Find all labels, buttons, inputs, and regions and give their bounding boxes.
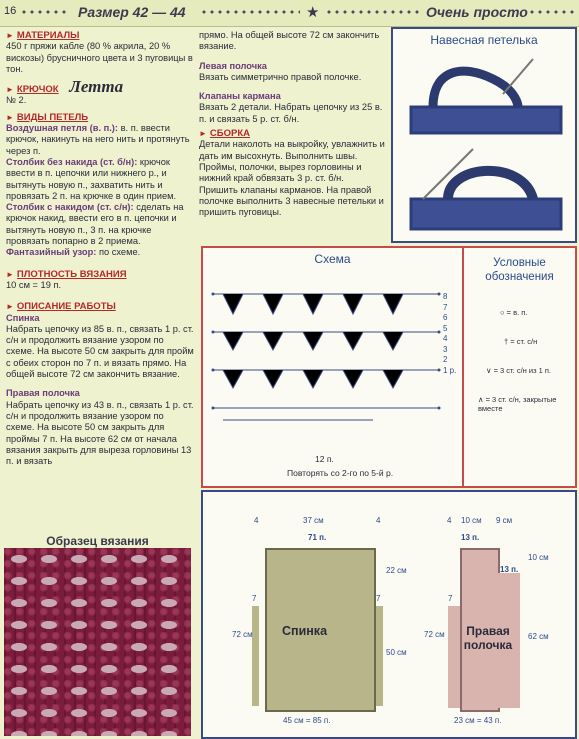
- density-text: 10 см = 19 п.: [6, 279, 62, 290]
- hook-heading: ► КРЮЧОК: [6, 84, 59, 96]
- pocket-text: Вязать 2 детали. Набрать цепочку из 25 в. п. и связать 5 р. ст. б/н.: [199, 102, 383, 124]
- back-height-upper: 22 см: [386, 566, 407, 575]
- stitch-4: Фантазийный узор: по схеме.: [6, 247, 141, 258]
- back-top-left: 4: [254, 516, 259, 525]
- legend-item-chain: ○ = в. п.: [500, 308, 528, 317]
- continued-text: прямо. На общей высоте 72 см закончить вязание.: [199, 30, 380, 52]
- scheme-title: Схема: [314, 252, 351, 266]
- front-top-b: 10 см: [461, 516, 482, 525]
- front-top-c: 9 см: [496, 516, 513, 525]
- header-dots-mid: [200, 8, 300, 16]
- back-pattern-name: Спинка: [282, 624, 328, 638]
- left-front-text: Вязать симметрично правой полочке.: [199, 71, 362, 82]
- front-height-main: 62 см: [528, 632, 549, 641]
- back-pattern-side-right: [376, 606, 383, 706]
- back-side-right: 7: [376, 594, 381, 603]
- stitch-2: Столбик без накида (ст. б/н): крючок ввести в п. цепочки или нижнего р., и вытянуть новую п., захватить нить и провязать 2 п. на крючке в один прием.: [6, 156, 177, 201]
- back-top-sts: 71 п.: [308, 533, 327, 542]
- assembly-heading: ► СБОРКА: [199, 128, 250, 140]
- loop-illustration-box: [391, 27, 577, 243]
- scheme-repeat-note: Повторять со 2-го по 5-й р.: [287, 468, 394, 478]
- header-dots-end: [528, 8, 576, 16]
- back-side-left: 7: [252, 594, 257, 603]
- density-heading: ► ПЛОТНОСТЬ ВЯЗАНИЯ: [6, 268, 127, 280]
- front-neck-sts: 13 п.: [500, 565, 519, 574]
- work-heading: ► ОПИСАНИЕ РАБОТЫ: [6, 301, 116, 313]
- legend-item-dc: † = ст. с/н: [504, 337, 538, 346]
- back-top-right: 4: [376, 516, 381, 525]
- scheme-count: 12 п.: [315, 454, 334, 464]
- back-height-lower: 50 см: [386, 648, 407, 657]
- header-dots-left: [20, 8, 70, 16]
- legend-box: [462, 246, 577, 488]
- back-height-total: 72 см: [232, 630, 253, 639]
- legend-title: Условные обозначения: [485, 257, 554, 283]
- front-top-a: 4: [447, 516, 452, 525]
- stitch-3: Столбик с накидом (ст. с/н): сделать на крючок накид, ввести его в п. цепочки и вытянуть новую п., 3 п. на крючке провязать попарно в 2 приема.: [6, 202, 184, 247]
- right-front-heading: Правая полочка: [6, 388, 80, 399]
- page-number: 16: [4, 5, 17, 17]
- knitting-sample-image: [4, 548, 191, 736]
- back-bottom: 45 см = 85 п.: [283, 716, 331, 725]
- front-pattern-name: Правая полочка: [463, 624, 513, 652]
- star-icon: ★: [306, 4, 320, 21]
- back-top-mid: 37 см: [303, 516, 324, 525]
- pocket-heading: Клапаны кармана: [199, 91, 281, 102]
- front-side: 7: [448, 594, 453, 603]
- left-column: [6, 30, 194, 470]
- back-pattern-side-left: [252, 606, 259, 706]
- assembly-text: Детали наколоть на выкройку, увлажнить и дать им высохнуть. Выполнить швы. Проймы, полочки, вырез горловины и нижний край обвязать 3 р. ст. б/н. Пришить клапаны карманов. На правой полочке выполнить 3 навесные петельки и пришить пуговицы.: [199, 139, 385, 218]
- middle-column: [199, 30, 385, 221]
- materials-heading: ► МАТЕРИАЛЫ: [6, 30, 80, 41]
- stitch-1: Воздушная петля (в. п.): в. п. ввести крючок, накинуть на него нить и протянуть через п.: [6, 123, 190, 156]
- loop-drawing: [393, 49, 575, 239]
- right-front-text: Набрать цепочку из 43 в. п., связать 1 р. ст. с/н и продолжить вязание узором по схеме. На высоте 50 см закрыть для проймы 7 п. На высоте 62 см от начала вязания закрыть для выреза горловины 13 п. и вязать: [6, 399, 194, 467]
- back-text: Набрать цепочку из 85 в. п., связать 1 р. ст. с/н и продолжить вязание узором по схеме. На высоте 50 см закрыть для пройм с обеих сторон по 7 п. и вязать прямо. На общей высоте 72 см закончить вязание.: [6, 323, 194, 380]
- header-dots-right: [325, 8, 420, 16]
- back-heading: Спинка: [6, 312, 40, 323]
- difficulty-label: Очень просто: [426, 4, 528, 20]
- front-height-neck: 10 см: [528, 553, 549, 562]
- legend-item-3dc: ∨ = 3 ст. с/н из 1 п.: [486, 366, 552, 375]
- front-pattern-side: [448, 606, 460, 708]
- sample-title: Образец вязания: [46, 534, 149, 548]
- legend-item-3dc-closed: ∧ = 3 ст. с/н, закрытые вместе: [478, 395, 557, 413]
- scheme-drawing: [203, 270, 462, 450]
- front-bottom: 23 см = 43 п.: [454, 716, 502, 725]
- brand-logo: Летта: [69, 77, 124, 97]
- materials-text: 450 г пряжи кабле (80 % акрила, 20 % вискозы) брусничного цвета и 3 пуговицы в тон.: [6, 41, 193, 74]
- size-title: Размер 42 — 44: [78, 4, 186, 20]
- front-top-sts: 13 п.: [461, 533, 480, 542]
- left-front-heading: Левая полочка: [199, 60, 267, 71]
- loop-title: Навесная петелька: [430, 33, 538, 47]
- scheme-box: [201, 246, 464, 488]
- stitches-heading: ► ВИДЫ ПЕТЕЛЬ: [6, 111, 89, 123]
- front-height-total: 72 см: [424, 630, 445, 639]
- hook-number: № 2.: [6, 95, 27, 106]
- scheme-row-numbers: 8 7 6 5 4 3 2 1 р.: [443, 292, 457, 375]
